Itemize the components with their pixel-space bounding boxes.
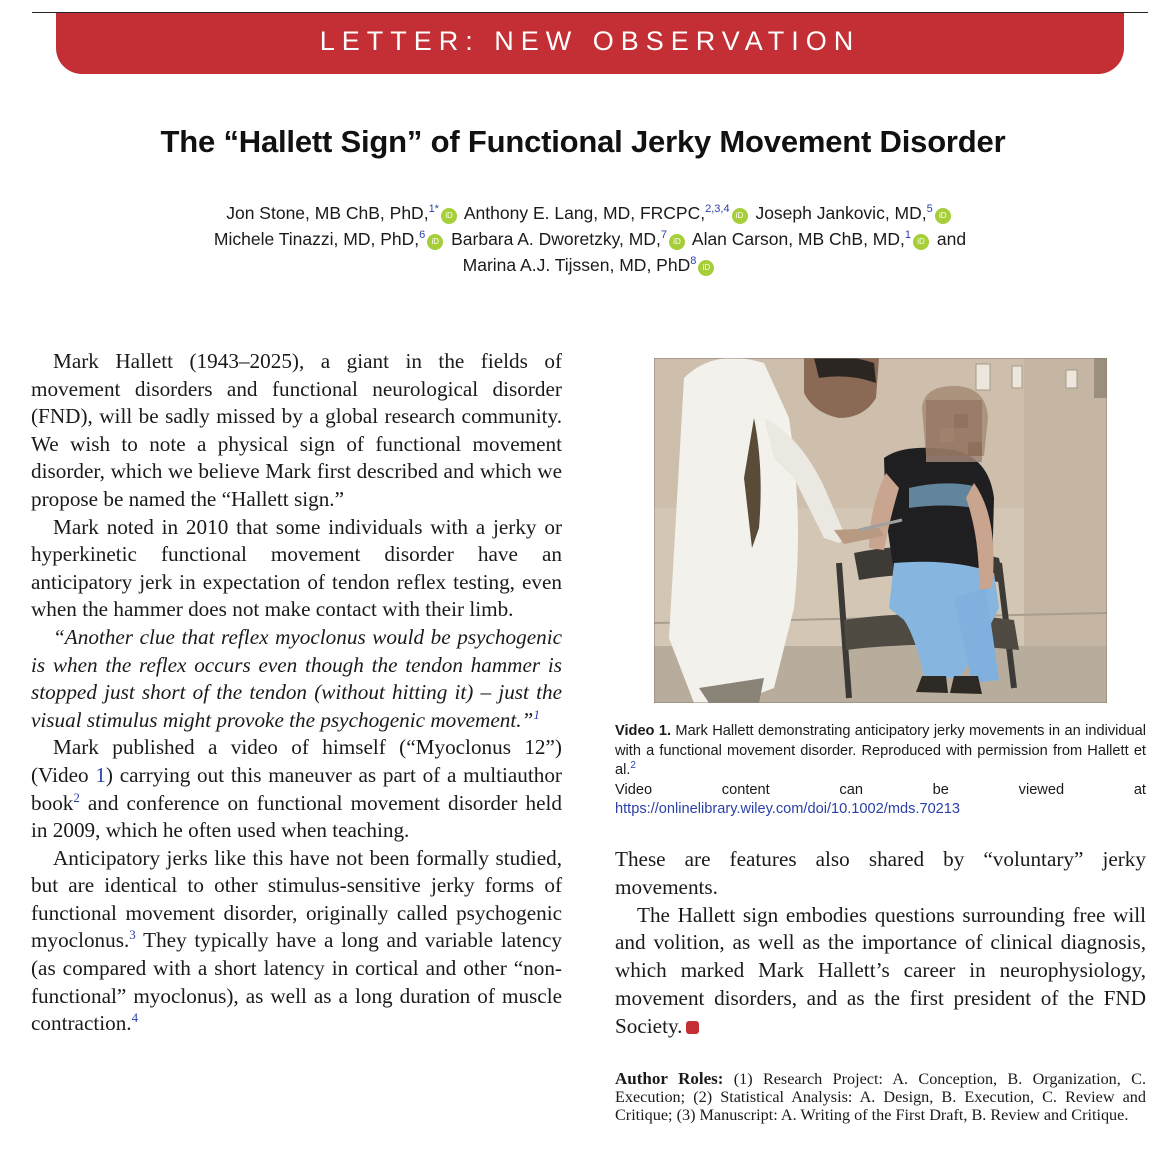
caption-label: Video 1. <box>615 723 672 739</box>
orcid-icon[interactable]: iD <box>913 234 929 250</box>
orcid-icon[interactable]: iD <box>732 208 748 224</box>
citation-ref[interactable]: 1 <box>533 706 540 722</box>
affiliation-ref[interactable]: 7 <box>660 229 667 241</box>
caption-view-text: Video content can be viewed at <box>615 781 1146 798</box>
paragraph-observation: Mark noted in 2010 that some individuals with a jerky or hyperkinetic functional movement disorder have an anticipatory jerk in expectation of tendon reflex testing, even when the hammer does not make contact with their limb. <box>31 514 562 622</box>
author-name: Michele Tinazzi, MD, PhD, <box>213 229 420 249</box>
author-name: Anthony E. Lang, MD, FRCPC, <box>463 203 706 223</box>
paragraph-conclusion <box>615 902 1146 1041</box>
paragraph-video <box>31 734 562 844</box>
left-column <box>31 348 562 1038</box>
quote-text: “Another clue that reflex myoclonus would be psychogenic is when the reflex occurs even though the tendon hammer is stopped just short of the tendon (without hitting it) – just the visual stimulus might provoke the psychogenic movement.” <box>31 624 562 732</box>
paragraph-anticipatory <box>31 845 562 1038</box>
orcid-icon[interactable]: iD <box>669 234 685 250</box>
right-column <box>615 846 1146 1041</box>
citation-ref[interactable]: 3 <box>129 927 136 943</box>
article-title: The “Hallett Sign” of Functional Jerky Movement Disorder <box>160 124 1006 159</box>
affiliation-ref[interactable]: 5 <box>926 203 933 215</box>
author-name: Alan Carson, MB ChB, MD, <box>691 229 905 249</box>
citation-ref[interactable]: 2 <box>73 789 80 805</box>
doi-link[interactable]: https://onlinelibrary.wiley.com/doi/10.1002/mds.70213 <box>615 801 961 818</box>
author-line-3 <box>80 252 1100 278</box>
orcid-icon[interactable]: iD <box>698 260 714 276</box>
end-of-article-icon <box>686 1021 699 1034</box>
author-line-1 <box>80 200 1100 226</box>
paragraph-voluntary: These are features also shared by “voluntary” jerky movements. <box>615 847 1146 899</box>
paragraph-quote <box>31 624 562 734</box>
text-segment: and conference on functional movement disorder held in 2009, which he often used when teaching. <box>31 790 562 843</box>
conclusion-text: The Hallett sign embodies questions surrounding free will and volition, as well as the importance of clinical diagnosis, which marked Mark Hallett’s career in neurophysiology, movement disorders, and as the first president of the FND Society. <box>615 902 1146 1038</box>
video-player[interactable] <box>654 358 1107 703</box>
citation-ref[interactable]: 2 <box>630 760 636 772</box>
author-roles <box>615 1070 1146 1124</box>
affiliation-ref[interactable]: 1 <box>904 229 911 241</box>
affiliation-ref[interactable]: 1* <box>428 203 439 215</box>
banner-text: LETTER: NEW OBSERVATION <box>319 26 861 56</box>
orcid-icon[interactable]: iD <box>935 208 951 224</box>
orcid-icon[interactable]: iD <box>427 234 443 250</box>
author-line-2 <box>80 226 1100 252</box>
authors-and: and <box>936 229 967 249</box>
affiliation-ref[interactable]: 2,3,4 <box>705 203 730 215</box>
text-segment: Anticipatory jerks like this have not been formally studied, but are identical to other stimulus-sensitive jerky forms of functional movement disorder, originally called psychogenic myoclonus. <box>31 845 562 953</box>
author-name: Marina A.J. Tijssen, MD, PhD <box>462 255 691 275</box>
caption-view-line <box>615 781 1146 820</box>
video-ref-link[interactable]: 1 <box>95 762 106 787</box>
affiliation-ref[interactable]: 8 <box>690 255 697 267</box>
author-name: Jon Stone, MB ChB, PhD, <box>226 203 429 223</box>
text-segment: They typically have a long and variable latency (as compared with a short latency in cortical and other “non-functional” myoclonus), as well as a long duration of muscle contraction. <box>31 928 562 1036</box>
caption-body: Mark Hallett demonstrating anticipatory jerky movements in an individual with a functional movement disorder. Reproduced with permission from Hallett et al. <box>615 723 1147 779</box>
author-name: Barbara A. Dworetzky, MD, <box>451 229 661 249</box>
video-caption <box>615 722 1146 820</box>
author-roles-text: (1) Research Project: A. Conception, B. Organization, C. Execution; (2) Statistical Analysis: A. Design, B. Execution, C. Review and Critique; (3) Manuscript: A. Writing of the First Draft, B. Review and Critique. <box>615 1070 1146 1124</box>
citation-ref[interactable]: 4 <box>131 1010 139 1026</box>
paragraph-intro: Mark Hallett (1943–2025), a giant in the fields of movement disorders and functional neurological disorder (FND), will be sadly missed by a global research community. We wish to note a physical sign of functional movement disorder, which we believe Mark first described and which we propose be named the “Hallett sign.” <box>31 349 562 511</box>
orcid-icon[interactable]: iD <box>441 208 457 224</box>
author-roles-label: Author Roles: <box>615 1069 724 1088</box>
video-still-image <box>654 358 1107 703</box>
section-banner <box>56 13 1124 74</box>
affiliation-ref[interactable]: 6 <box>419 229 426 241</box>
text-segment: ) carrying out this maneuver as part of a multiauthor book <box>31 762 562 815</box>
caption-text <box>615 722 1146 781</box>
text-segment: Mark published a video of himself (“Myoclonus 12”) (Video <box>31 735 562 787</box>
author-name: Joseph Jankovic, MD, <box>755 203 927 223</box>
author-list <box>80 200 1100 278</box>
